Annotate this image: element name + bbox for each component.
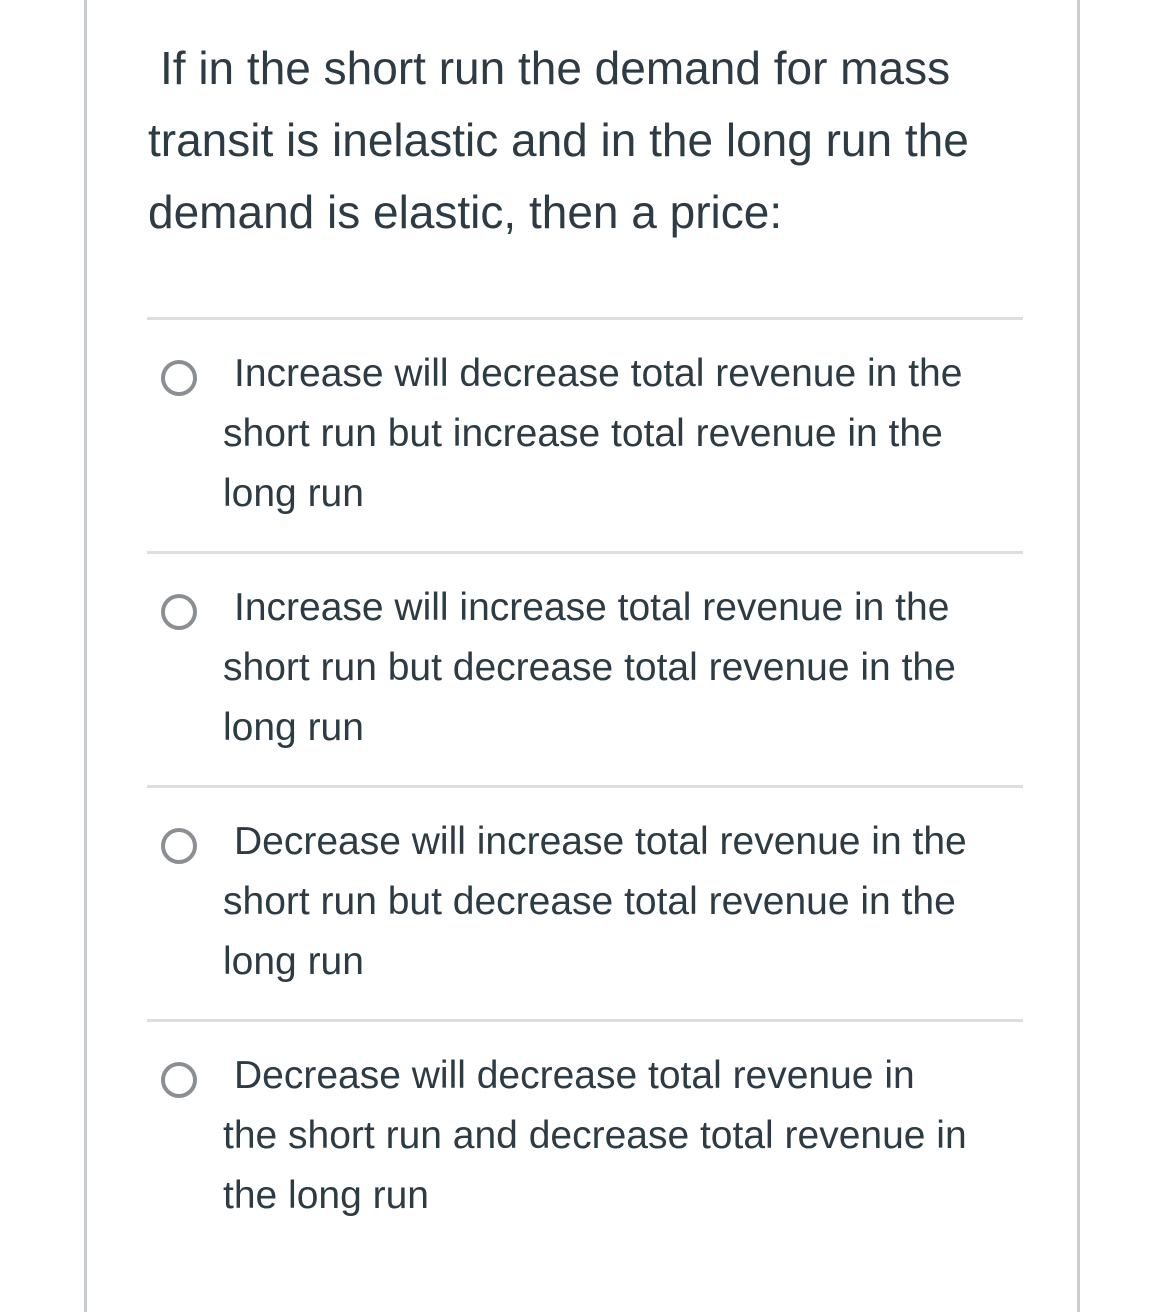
answer-line: long run [223, 472, 364, 515]
answer-list [147, 317, 1023, 1253]
radio-button[interactable] [161, 828, 197, 864]
answer-line: short run but increase total revenue in the [223, 412, 943, 455]
answer-line: Decrease will increase total revenue in the [234, 820, 967, 863]
answer-line: the short run and decrease total revenue in [223, 1114, 967, 1157]
answer-option-4[interactable] [147, 1022, 1023, 1253]
answer-label[interactable] [223, 578, 1013, 758]
answer-line: Increase will decrease total revenue in the [234, 352, 963, 395]
answer-label[interactable] [223, 344, 1013, 524]
answer-line: Decrease will decrease total revenue in [234, 1054, 915, 1097]
answer-line: the long run [223, 1174, 429, 1217]
answer-option-3[interactable] [147, 788, 1023, 1019]
radio-button[interactable] [161, 594, 197, 630]
answer-line: short run but decrease total revenue in the [223, 646, 956, 689]
answer-line: short run but decrease total revenue in the [223, 880, 956, 923]
question-text [148, 32, 1028, 248]
answer-option-1[interactable] [147, 320, 1023, 551]
question-line: transit is inelastic and in the long run the [148, 114, 969, 166]
answer-line: Increase will increase total revenue in the [234, 586, 950, 629]
question-line: demand is elastic, then a price: [148, 186, 783, 238]
answer-label[interactable] [223, 1046, 1013, 1226]
question-line: If in the short run the demand for mass [160, 42, 951, 94]
answer-option-2[interactable] [147, 554, 1023, 785]
radio-button[interactable] [161, 360, 197, 396]
answer-line: long run [223, 706, 364, 749]
answer-line: long run [223, 940, 364, 983]
answer-label[interactable] [223, 812, 1013, 992]
radio-button[interactable] [161, 1062, 197, 1098]
